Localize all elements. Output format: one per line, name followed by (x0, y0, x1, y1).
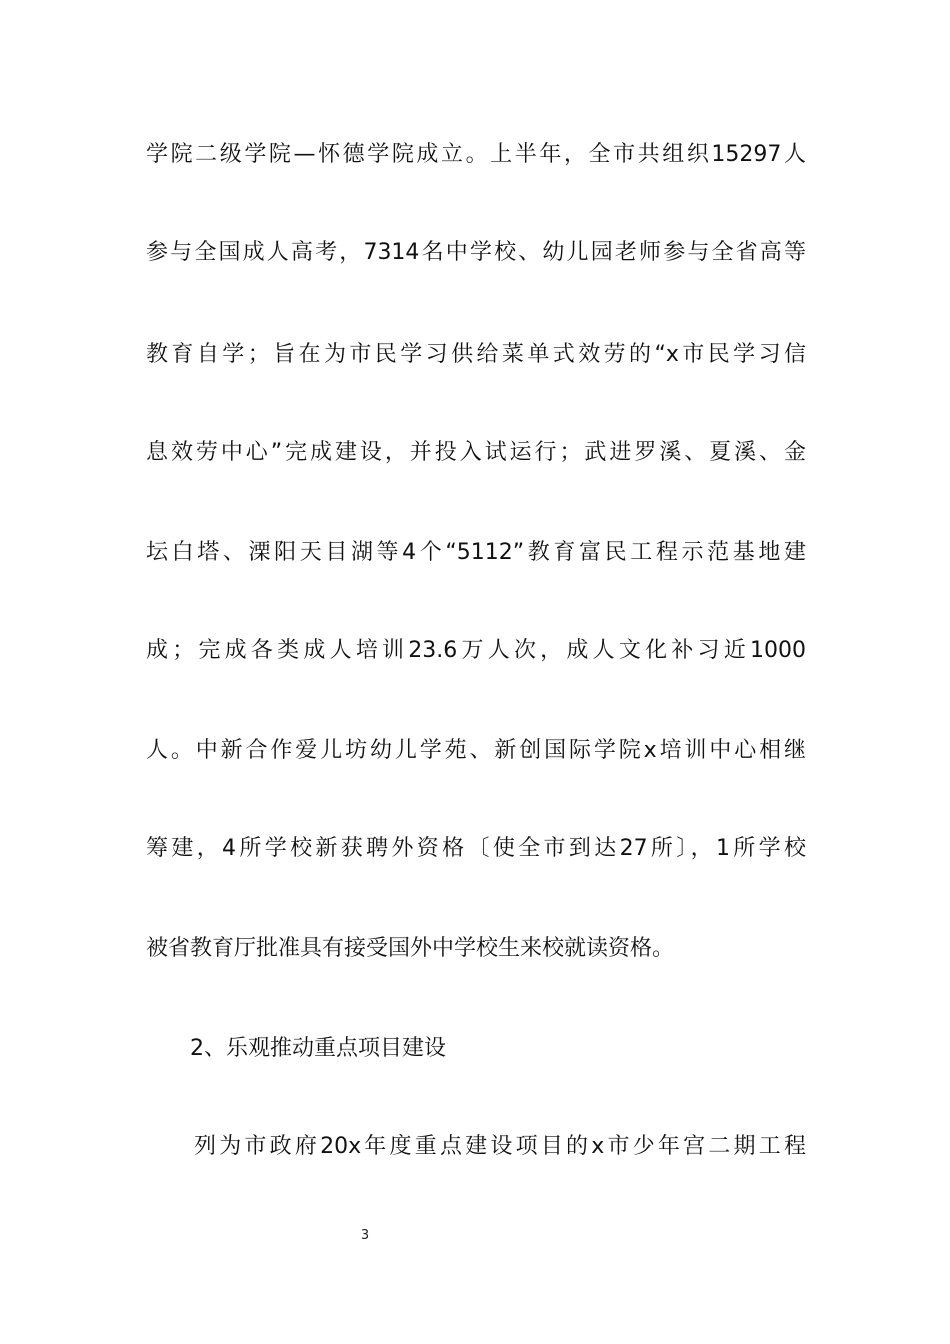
body-line: 人。中新合作爱儿坊幼儿学苑、新创国际学院x培训中心相继 (146, 738, 806, 763)
body-line: 参与全国成人高考，7314名中学校、幼儿园老师参与全省高等 (146, 240, 806, 265)
body-line: 坛白塔、溧阳天目湖等4个“5112”教育富民工程示范基地建 (146, 540, 806, 565)
body-line: 息效劳中心”完成建设，并投入试运行；武进罗溪、夏溪、金 (146, 440, 806, 465)
page-number: 3 (360, 1228, 370, 1243)
body-line: 教育自学；旨在为市民学习供给菜单式效劳的“x市民学习信 (146, 342, 806, 367)
section-first-line: 列为市政府20x年度重点建设项目的x市少年宫二期工程 (194, 1134, 806, 1159)
body-line: 学院二级学院—怀德学院成立。上半年，全市共组织15297人 (146, 142, 806, 167)
body-line: 被省教育厅批准具有接受国外中学校生来校就读资格。 (146, 936, 675, 961)
body-line: 筹建，4所学校新获聘外资格〔使全市到达27所〕，1所学校 (146, 836, 806, 861)
body-line: 成；完成各类成人培训23.6万人次，成人文化补习近1000 (146, 638, 806, 663)
section-heading: 2、乐观推动重点项目建设 (190, 1036, 446, 1061)
